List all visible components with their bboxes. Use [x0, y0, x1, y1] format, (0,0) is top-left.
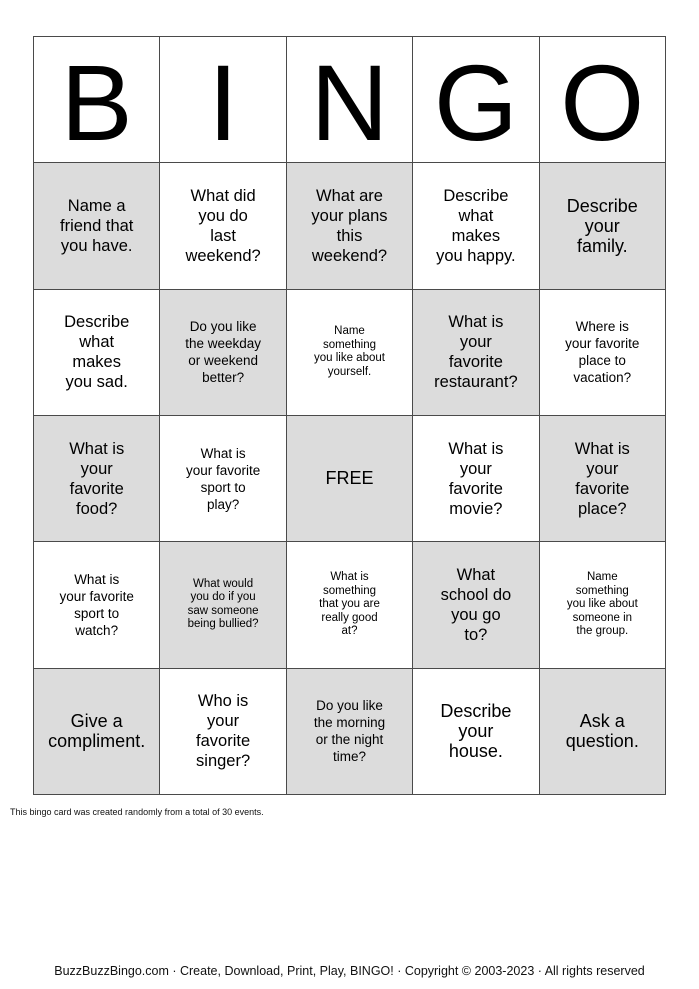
square-text-line: singer? [196, 752, 251, 771]
square-text-line: friend that [60, 216, 134, 235]
square-text-line: someone in [572, 611, 633, 624]
square-text-line: what [79, 333, 115, 352]
square-text-line: favorite [575, 479, 630, 498]
square-text-line: time? [332, 749, 366, 765]
square-text-line: makes [72, 353, 121, 372]
bingo-square [413, 416, 539, 542]
bingo-square [540, 290, 666, 416]
square-text-line: your [586, 459, 619, 478]
square-text-line: you have. [60, 236, 133, 255]
square-text [448, 439, 503, 519]
square-text [196, 691, 250, 771]
square-text-line: What would [193, 577, 254, 590]
square-text-line: or weekend [188, 353, 258, 369]
bingo-square [287, 290, 413, 416]
square-text-line: your [207, 712, 240, 731]
bingo-square [287, 669, 413, 795]
square-text-line: What is [574, 439, 630, 458]
square-text-line: your [459, 459, 492, 478]
bingo-square [34, 163, 160, 289]
bingo-square [413, 542, 539, 668]
header-letter-n: N [287, 37, 413, 163]
square-text-line: you happy. [436, 246, 516, 265]
header-letter-i: I [160, 37, 286, 163]
square-text-line: Describe [440, 701, 512, 722]
square-text [434, 312, 517, 392]
square-text-line: What [456, 565, 496, 584]
square-text [441, 565, 512, 645]
square-text-line: you like about [566, 598, 638, 611]
bingo-square [160, 416, 286, 542]
square-text [314, 697, 385, 765]
square-text-line: you go [451, 605, 501, 624]
square-text-line: What is [74, 571, 120, 587]
square-text-line: Who is [197, 692, 249, 711]
square-text [188, 578, 259, 632]
bingo-square [287, 542, 413, 668]
square-text-line: Describe [566, 195, 638, 216]
square-text-line: What is [448, 439, 504, 458]
square-text-line: What are [316, 186, 383, 205]
header-letter-b: B [34, 37, 160, 163]
bingo-square [287, 163, 413, 289]
bingo-square [160, 163, 286, 289]
square-text-line: you do [198, 206, 248, 225]
square-text-line: Do you like [316, 698, 383, 714]
square-text-line: restaurant? [434, 373, 518, 392]
square-text-line: better? [202, 370, 245, 386]
square-text-line: question. [565, 731, 639, 752]
square-text-line: FREE [325, 468, 374, 489]
square-text-line: place? [577, 499, 627, 518]
bingo-square [160, 542, 286, 668]
bingo-square [413, 290, 539, 416]
square-text [314, 325, 385, 379]
square-text [60, 196, 133, 256]
square-text-line: What is [448, 313, 504, 332]
bingo-square [540, 416, 666, 542]
square-text-line: sport to [200, 479, 246, 495]
bingo-square [540, 163, 666, 289]
square-text [566, 711, 639, 751]
square-text-line: your [459, 333, 492, 352]
square-text-line: Name [334, 325, 365, 338]
square-text-line: family. [576, 235, 628, 256]
square-text-line: favorite [448, 353, 503, 372]
square-text-line: play? [206, 496, 240, 512]
square-text [60, 571, 134, 639]
bingo-square [413, 669, 539, 795]
square-text-line: the weekday [185, 336, 261, 352]
square-text-line: yourself. [327, 365, 372, 378]
square-text-line: your [458, 721, 494, 742]
header-letter-o: O [540, 37, 666, 163]
square-text-line: Describe [64, 313, 130, 332]
square-text-line: your favorite [565, 336, 640, 352]
square-text [64, 312, 129, 392]
square-text [311, 186, 387, 266]
square-text [565, 318, 639, 386]
square-text-line: your plans [311, 206, 388, 225]
square-text-line: at? [341, 625, 358, 638]
square-text [440, 701, 511, 761]
square-text-line: something [575, 584, 629, 597]
square-text-line: your favorite [185, 462, 261, 478]
square-text-line: last [210, 226, 236, 245]
square-text-line: Name a [67, 196, 126, 215]
free-space [287, 416, 413, 542]
square-text-line: watch? [75, 622, 119, 638]
square-text-line: What did [190, 186, 256, 205]
bingo-square [413, 163, 539, 289]
square-text [575, 439, 630, 519]
square-text-line: saw someone [187, 604, 259, 617]
square-text-line: your favorite [59, 588, 134, 604]
square-text [185, 318, 261, 386]
square-text-line: sport to [74, 605, 120, 621]
bingo-square [160, 290, 286, 416]
bingo-square [34, 669, 160, 795]
square-text-line: movie? [449, 499, 503, 518]
square-text-line: Describe [443, 186, 509, 205]
square-text-line: something [322, 338, 377, 351]
square-text-line: house. [448, 741, 503, 762]
bingo-card [33, 36, 666, 795]
square-text-line: favorite [448, 479, 503, 498]
square-text-line: compliment. [48, 731, 146, 752]
bingo-square [540, 542, 666, 668]
square-text [69, 439, 124, 519]
square-text-line: you like about [314, 352, 385, 365]
square-text-line: school do [440, 585, 512, 604]
square-text-line: to? [464, 625, 488, 644]
square-text-line: being bullied? [187, 618, 259, 631]
square-text-line: place to [578, 353, 626, 369]
square-text [185, 186, 260, 266]
square-text-line: this [336, 226, 363, 245]
square-text-line: that you are [319, 598, 380, 611]
square-text-line: your [584, 215, 620, 236]
square-text-line: Ask a [579, 711, 625, 732]
square-text-line: you do if you [190, 591, 256, 604]
square-text-line: vacation? [573, 370, 632, 386]
square-text-line: What is [69, 439, 125, 458]
square-text-line: Do you like [189, 319, 257, 335]
square-text [48, 711, 145, 751]
square-text-line: weekend? [311, 246, 388, 265]
square-text-line: weekend? [185, 246, 261, 265]
square-text-line: Where is [575, 319, 629, 335]
square-text-line: favorite [196, 732, 251, 751]
bingo-square [34, 416, 160, 542]
square-text [436, 186, 516, 266]
square-text-line: really good [321, 611, 378, 624]
square-text [319, 571, 380, 639]
square-text-line: you sad. [65, 373, 128, 392]
square-text [325, 468, 373, 489]
square-text-line: favorite [69, 479, 124, 498]
square-text-line: Name [586, 571, 618, 584]
square-text [567, 196, 638, 256]
square-text-line: What is [200, 445, 246, 461]
square-text-line: makes [451, 226, 501, 245]
square-text-line: the morning [313, 715, 386, 731]
square-text-line: what [458, 206, 494, 225]
footer-copyright: BuzzBuzzBingo.com · Create, Download, Print, Play, BINGO! · Copyright © 2003-2023 · All rights reserved [54, 964, 645, 978]
square-text-line: food? [76, 499, 118, 518]
square-text-line: What is [330, 571, 369, 584]
square-text-line: something [322, 584, 377, 597]
square-text-line: or the night [315, 732, 384, 748]
card-note: This bingo card was created randomly from a total of 30 events. [10, 807, 264, 817]
square-text-line: Give a [70, 711, 123, 732]
square-text-line: the group. [576, 625, 629, 638]
bingo-square [34, 542, 160, 668]
bingo-square [34, 290, 160, 416]
square-text [186, 445, 260, 513]
bingo-square [540, 669, 666, 795]
header-letter-g: G [413, 37, 539, 163]
square-text [567, 571, 638, 639]
square-text-line: your [80, 459, 113, 478]
bingo-square [160, 669, 286, 795]
